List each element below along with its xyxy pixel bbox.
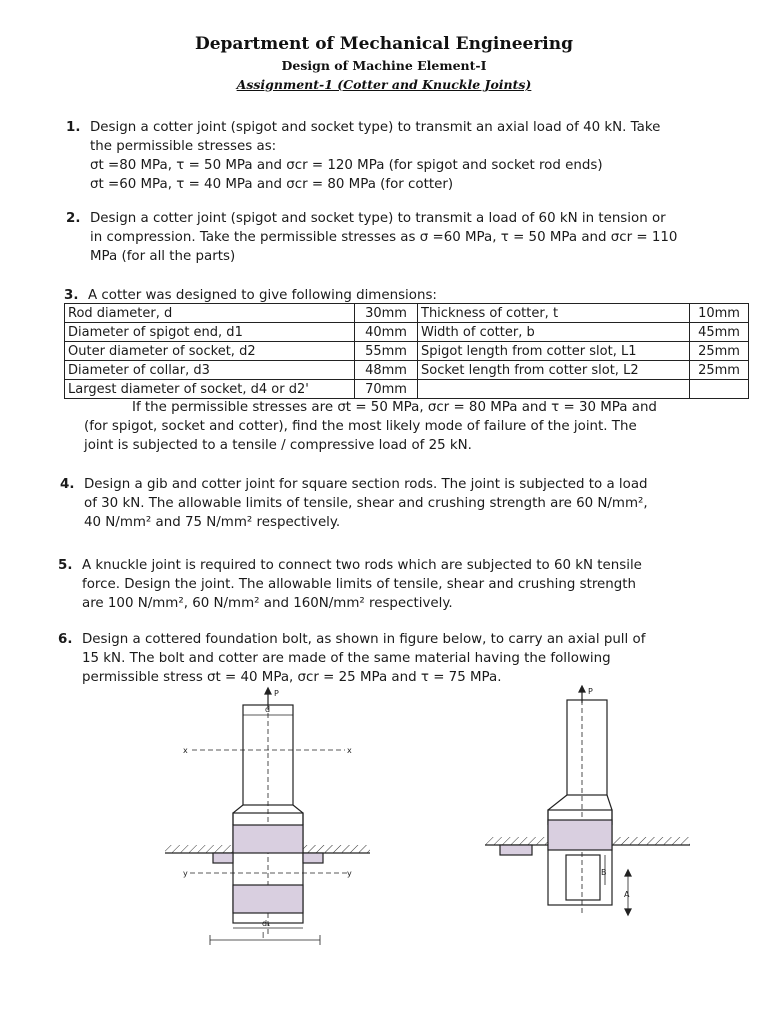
- arrow-head: [265, 688, 271, 694]
- question-line: of 30 kN. The allowable limits of tensile, shear and crushing strength are 60 N/mm²,: [84, 496, 648, 511]
- question-number: 1.: [66, 120, 81, 135]
- washer-left: [213, 853, 233, 863]
- taper-left: [233, 805, 243, 825]
- question-6: [58, 630, 646, 687]
- table-cell: 55mm: [355, 342, 418, 361]
- question-line: 15 kN. The bolt and cotter are made of the same material having the following: [82, 651, 611, 666]
- washer-left: [500, 845, 532, 855]
- assignment-title: Assignment-1 (Cotter and Knuckle Joints): [236, 77, 532, 92]
- question-number: 3.: [64, 288, 79, 303]
- ground-hatch-left: [485, 837, 548, 845]
- right-figure-labels: [588, 687, 630, 899]
- table-cell: 10mm: [690, 304, 749, 323]
- question-line: force. Design the joint. The allowable limits of tensile, shear and crushing strength: [82, 577, 637, 592]
- question-number: 2.: [66, 211, 81, 226]
- label-a: A: [624, 890, 630, 899]
- table-cell: [418, 380, 690, 399]
- table-cell: Width of cotter, b: [418, 323, 690, 342]
- table-cell: 48mm: [355, 361, 418, 380]
- table-cell: 70mm: [355, 380, 418, 399]
- cotter-lower: [233, 885, 303, 913]
- question-line: If the permissible stresses are σt = 50 MPa, σcr = 80 MPa and τ = 30 MPa and: [132, 400, 657, 415]
- table-row: [65, 361, 749, 380]
- arrow-head: [625, 870, 631, 876]
- label-p: P: [588, 687, 593, 696]
- table-row: [65, 380, 749, 399]
- label-d: d: [265, 705, 271, 714]
- table-cell: 45mm: [690, 323, 749, 342]
- table-cell: 25mm: [690, 361, 749, 380]
- label-x-right: x: [347, 746, 352, 755]
- question-line: σt =60 MPa, τ = 40 MPa and σcr = 80 MPa (for cotter): [90, 177, 454, 192]
- question-5: [58, 556, 642, 613]
- cotter-upper: [548, 820, 612, 850]
- question-line: the permissible stresses as:: [90, 139, 277, 154]
- question-line: (for spigot, socket and cotter), find the most likely mode of failure of the joint. The: [84, 419, 637, 434]
- label-b: B: [601, 868, 607, 877]
- table-cell: 25mm: [690, 342, 749, 361]
- slot: [566, 855, 600, 900]
- ground-hatch-right: [612, 837, 690, 845]
- question-line: σt =80 MPa, τ = 50 MPa and σcr = 120 MPa (for spigot and socket rod ends): [90, 158, 603, 173]
- question-line: joint is subjected to a tensile / compressive load of 25 kN.: [84, 438, 472, 453]
- question-line: permissible stress σt = 40 MPa, σcr = 25 MPa and τ = 75 MPa.: [82, 670, 502, 685]
- left-bolt-figure: [165, 688, 370, 945]
- label-d1: d₁: [262, 919, 271, 928]
- right-bolt-figure: [485, 686, 690, 915]
- question-line: 40 N/mm² and 75 N/mm² respectively.: [84, 515, 341, 530]
- label-p: P: [274, 689, 279, 698]
- taper-right: [293, 805, 303, 825]
- question-line: MPa (for all the parts): [90, 249, 236, 264]
- arrow-head: [625, 909, 631, 915]
- question-1: [66, 118, 661, 194]
- dimensions-table: [64, 303, 749, 399]
- question-line: Design a gib and cotter joint for square section rods. The joint is subjected to a load: [84, 477, 648, 492]
- ground-hatch-left: [165, 845, 233, 853]
- cotter-upper: [233, 825, 303, 853]
- question-number: 5.: [58, 558, 73, 573]
- table-row: [65, 304, 749, 323]
- question-line: are 100 N/mm², 60 N/mm² and 160N/mm² respectively.: [82, 596, 453, 611]
- label-y-left: y: [183, 869, 188, 878]
- question-number: 4.: [60, 477, 75, 492]
- bolt-shank: [567, 700, 607, 795]
- table-cell: 30mm: [355, 304, 418, 323]
- question-2: [66, 209, 678, 266]
- question-number: 6.: [58, 632, 73, 647]
- table-cell: Diameter of spigot end, d1: [65, 323, 355, 342]
- table-cell: Largest diameter of socket, d4 or d2': [65, 380, 355, 399]
- table-cell: Thickness of cotter, t: [418, 304, 690, 323]
- question-line: A cotter was designed to give following dimensions:: [88, 288, 437, 303]
- question-line: Design a cotter joint (spigot and socket type) to transmit a load of 60 kN in tension or: [90, 211, 666, 226]
- table-cell: Diameter of collar, d3: [65, 361, 355, 380]
- label-l: l: [262, 931, 265, 940]
- table-cell: Outer diameter of socket, d2: [65, 342, 355, 361]
- subject-title: Design of Machine Element-I: [281, 58, 487, 73]
- table-row: [65, 323, 749, 342]
- question-4: [60, 475, 648, 532]
- label-x-left: x: [183, 746, 188, 755]
- table-cell: Spigot length from cotter slot, L1: [418, 342, 690, 361]
- question-line: in compression. Take the permissible stresses as σ =60 MPa, τ = 50 MPa and σcr = 110: [90, 230, 678, 245]
- label-y-right: y: [347, 869, 352, 878]
- question-line: A knuckle joint is required to connect two rods which are subjected to 60 kN tensile: [82, 558, 642, 573]
- ground-hatch-right: [303, 845, 370, 853]
- question-3-continued: [84, 398, 657, 455]
- table-cell: 40mm: [355, 323, 418, 342]
- arrow-head: [579, 686, 585, 692]
- foundation-bolt-figures: [0, 685, 768, 965]
- washer-right: [303, 853, 323, 863]
- table-row: [65, 342, 749, 361]
- table-cell: [690, 380, 749, 399]
- question-line: Design a cottered foundation bolt, as shown in figure below, to carry an axial pull of: [82, 632, 646, 647]
- department-title: Department of Mechanical Engineering: [194, 34, 573, 54]
- question-line: Design a cotter joint (spigot and socket type) to transmit an axial load of 40 kN. Take: [90, 120, 661, 135]
- table-cell: Socket length from cotter slot, L2: [418, 361, 690, 380]
- table-cell: Rod diameter, d: [65, 304, 355, 323]
